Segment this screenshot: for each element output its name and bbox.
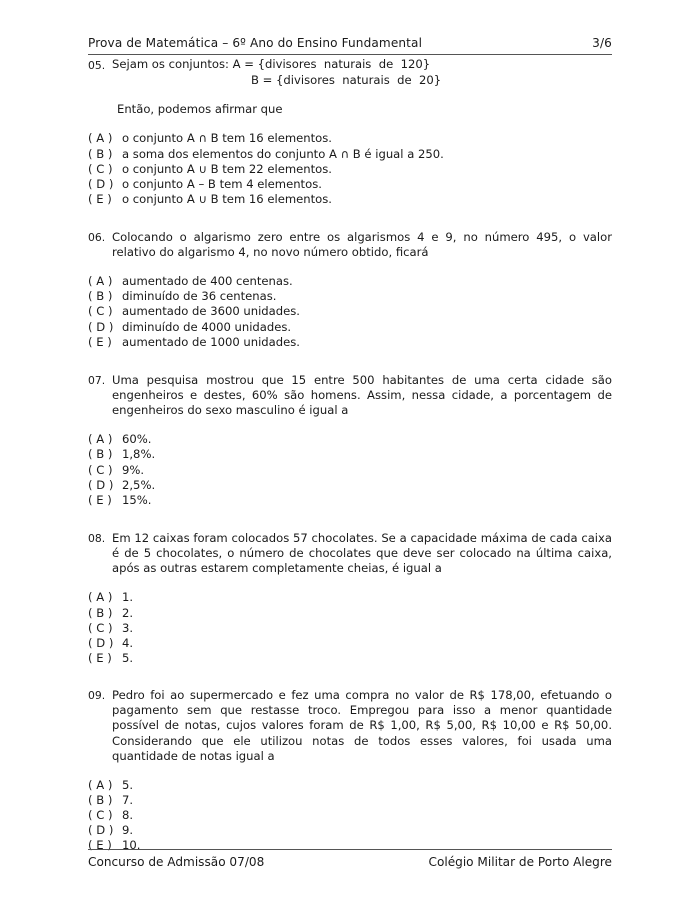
option-letter: ( E ) — [88, 492, 112, 507]
page-header-title: Prova de Matemática – 6º Ano do Ensino Fundamental — [88, 36, 423, 50]
option-letter: ( E ) — [88, 191, 112, 206]
option-text: aumentado de 400 centenas. — [122, 274, 293, 289]
option-letter: ( A ) — [88, 590, 113, 605]
option-row[interactable] — [88, 778, 612, 793]
question-05-midnote: Então, podemos afirmar que — [117, 102, 283, 117]
option-row[interactable] — [88, 636, 612, 651]
option-text: 2,5%. — [122, 477, 156, 492]
question-05-options — [88, 131, 612, 206]
option-text: 15%. — [122, 492, 152, 507]
option-text: 60%. — [122, 432, 152, 447]
option-text: o conjunto A – B tem 4 elementos. — [122, 176, 322, 191]
option-text: o conjunto A ∩ B tem 16 elementos. — [122, 131, 332, 146]
option-letter: ( C ) — [88, 161, 113, 176]
question-05-stem-row — [88, 57, 612, 88]
option-row[interactable] — [88, 335, 612, 350]
question-08-stem: Em 12 caixas foram colocados 57 chocolates. Se a capacidade máxima de cada caixa é de 5 chocolates, o número de chocolates que deve ser colocado na última caixa, após as outras estarem completamente cheias, é igual a — [112, 530, 612, 576]
question-05-equations — [112, 72, 612, 88]
question-07 — [88, 373, 612, 508]
option-row[interactable] — [88, 177, 612, 192]
option-text: diminuído de 36 centenas. — [122, 289, 277, 304]
option-row[interactable] — [88, 304, 612, 319]
option-letter: ( E ) — [88, 838, 112, 853]
option-text: 1,8%. — [122, 447, 156, 462]
option-text: 4. — [122, 635, 134, 650]
option-text: 8. — [122, 808, 134, 823]
question-07-stem-row — [88, 373, 612, 419]
question-gap — [88, 207, 612, 230]
option-row[interactable] — [88, 320, 612, 335]
question-08 — [88, 531, 612, 666]
option-text: o conjunto A ∪ B tem 16 elementos. — [122, 191, 332, 206]
option-text: 3. — [122, 620, 134, 635]
question-07-options — [88, 432, 612, 507]
option-letter: ( D ) — [88, 477, 114, 492]
question-05-equation-1: A = {divisores naturais de 120} — [232, 57, 431, 71]
option-row[interactable] — [88, 162, 612, 177]
option-row[interactable] — [88, 289, 612, 304]
option-row[interactable] — [88, 463, 612, 478]
option-letter: ( B ) — [88, 289, 113, 304]
footer-right-text: Colégio Militar de Porto Alegre — [428, 855, 612, 869]
option-row[interactable] — [88, 131, 612, 146]
page-number: 3/6 — [592, 36, 612, 50]
question-08-options — [88, 590, 612, 665]
option-row[interactable] — [88, 432, 612, 447]
page-footer — [88, 849, 612, 870]
question-09-number: 09. — [88, 689, 106, 703]
question-08-stem-row — [88, 531, 612, 577]
question-05-equation-2: B = {divisores naturais de 20} — [251, 73, 442, 88]
option-row[interactable] — [88, 147, 612, 162]
question-07-stem: Uma pesquisa mostrou que 15 entre 500 habitantes de uma certa cidade são engenheiros e destes, 60% são homens. Assim, nessa cidade, a porcentagem de engenheiros do sexo masculino é igual a — [112, 372, 612, 418]
question-07-number: 07. — [88, 374, 106, 388]
option-text: 5. — [122, 777, 134, 792]
question-06-options — [88, 274, 612, 349]
option-text: o conjunto A ∪ B tem 22 elementos. — [122, 161, 332, 176]
option-text: 2. — [122, 605, 134, 620]
question-06-number: 06. — [88, 231, 106, 245]
option-text: aumentado de 1000 unidades. — [122, 334, 300, 349]
option-text: 9. — [122, 823, 134, 838]
option-letter: ( A ) — [88, 131, 113, 146]
option-letter: ( C ) — [88, 462, 113, 477]
option-row[interactable] — [88, 793, 612, 808]
option-row[interactable] — [88, 447, 612, 462]
question-05-stem-text: Sejam os conjuntos: — [112, 57, 229, 71]
exam-page — [88, 0, 612, 905]
question-05-stem — [112, 57, 612, 88]
option-letter: ( B ) — [88, 793, 113, 808]
option-text: 1. — [122, 590, 134, 605]
option-letter: ( C ) — [88, 304, 113, 319]
option-text: 10. — [122, 838, 141, 853]
question-09 — [88, 688, 612, 853]
option-letter: ( A ) — [88, 432, 113, 447]
option-text: diminuído de 4000 unidades. — [122, 319, 292, 334]
option-row[interactable] — [88, 478, 612, 493]
question-gap — [88, 666, 612, 688]
option-text: a soma dos elementos do conjunto A ∩ B é igual a 250. — [122, 146, 444, 161]
option-letter: ( B ) — [88, 605, 113, 620]
option-letter: ( D ) — [88, 176, 114, 191]
question-08-number: 08. — [88, 532, 106, 546]
option-letter: ( A ) — [88, 274, 113, 289]
option-row[interactable] — [88, 274, 612, 289]
option-letter: ( D ) — [88, 319, 114, 334]
question-05 — [88, 57, 612, 207]
question-09-stem: Pedro foi ao supermercado e fez uma compra no valor de R$ 178,00, efetuando o pagamento sem que restasse troco. Empregou para isso a menor quantidade possível de notas, cujos valores foram de R$ 1,00, R$ 5,00, R$ 10,00 e R$ 50,00. Considerando que ele utilizou notas de todos esses valores, foi usada uma quantidade de notas igual a — [112, 687, 612, 763]
option-row[interactable] — [88, 808, 612, 823]
option-letter: ( D ) — [88, 635, 114, 650]
option-row[interactable] — [88, 192, 612, 207]
option-row[interactable] — [88, 590, 612, 605]
option-letter: ( C ) — [88, 808, 113, 823]
question-gap — [88, 350, 612, 373]
option-letter: ( B ) — [88, 447, 113, 462]
option-text: 9%. — [122, 462, 145, 477]
option-row[interactable] — [88, 621, 612, 636]
question-06-stem: Colocando o algarismo zero entre os algarismos 4 e 9, no número 495, o valor relativo do algarismo 4, no novo número obtido, ficará — [112, 229, 612, 260]
option-letter: ( C ) — [88, 620, 113, 635]
questions-container — [88, 57, 612, 853]
question-09-options — [88, 778, 612, 853]
question-gap — [88, 508, 612, 531]
page-header — [88, 36, 612, 55]
option-letter: ( E ) — [88, 650, 112, 665]
question-09-stem-row — [88, 688, 612, 764]
option-row[interactable] — [88, 606, 612, 621]
option-letter: ( B ) — [88, 146, 113, 161]
option-letter: ( D ) — [88, 823, 114, 838]
option-row[interactable] — [88, 493, 612, 508]
option-letter: ( E ) — [88, 334, 112, 349]
option-row[interactable] — [88, 651, 612, 666]
option-letter: ( A ) — [88, 777, 113, 792]
footer-left-text: Concurso de Admissão 07/08 — [88, 855, 265, 869]
question-06 — [88, 230, 612, 350]
option-text: 7. — [122, 793, 134, 808]
question-05-number: 05. — [88, 58, 106, 72]
option-row[interactable] — [88, 823, 612, 838]
question-06-stem-row — [88, 230, 612, 260]
option-text: aumentado de 3600 unidades. — [122, 304, 300, 319]
option-text: 5. — [122, 650, 134, 665]
